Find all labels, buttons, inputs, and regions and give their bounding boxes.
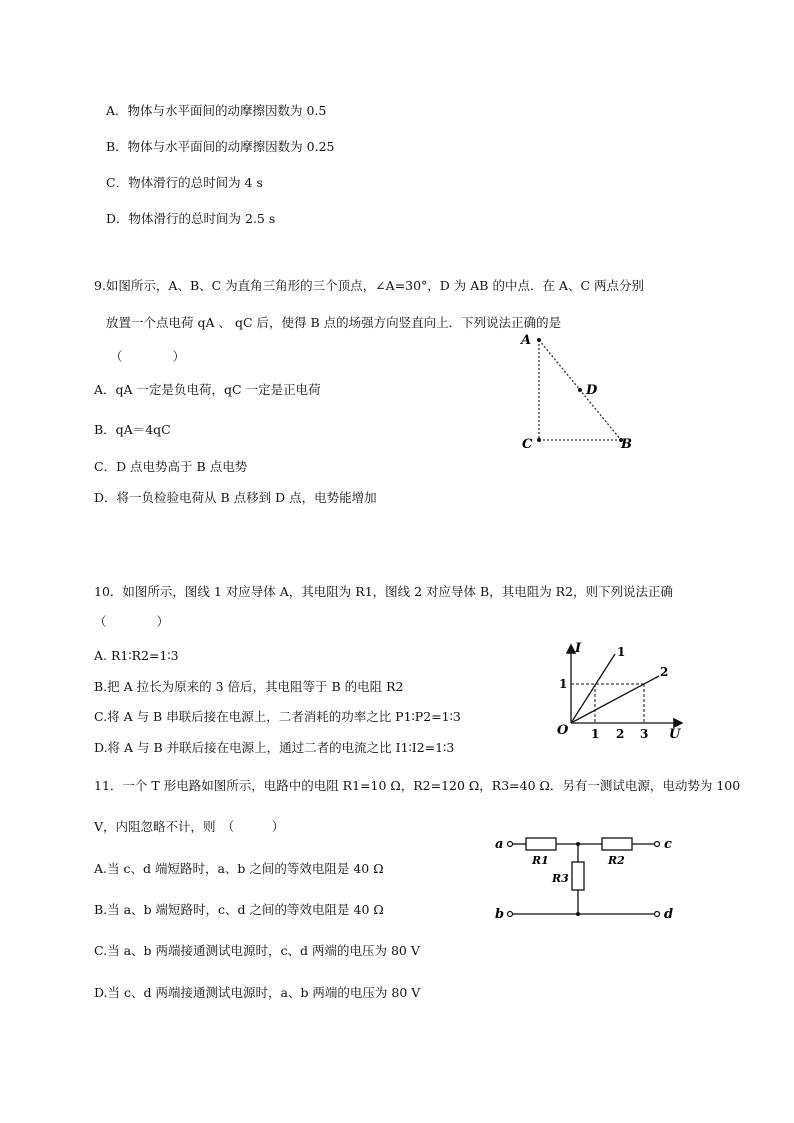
- resistor-label-r2: R2: [608, 854, 625, 867]
- q9-option-c: C．D 点电势高于 B 点电势: [94, 459, 248, 474]
- line-label-1: 1: [617, 645, 626, 659]
- vertex-label-c: C: [522, 437, 533, 452]
- terminal-label-b: b: [495, 907, 505, 922]
- q11-stem-line1: 11．一个 T 形电路如图所示，电路中的电阻 R1=10 Ω，R2=120 Ω，R3=40 Ω．另有一测试电源，电动势为 100: [94, 778, 741, 793]
- q9-option-b: B．qA＝4qC: [94, 422, 171, 437]
- graph-line-2: [571, 676, 659, 723]
- q8-option-c: C．物体滑行的总时间为 4 s: [106, 175, 263, 190]
- resistor-label-r3: R3: [552, 872, 569, 885]
- q10-iu-graph: [553, 638, 693, 763]
- tick-x-3: 3: [640, 727, 649, 741]
- q10-option-b: B.把 A 拉长为原来的 3 倍后，其电阻等于 B 的电阻 R2: [94, 679, 404, 694]
- terminal-c: [655, 842, 660, 847]
- q11-t-circuit: [490, 830, 690, 925]
- q11-option-c: C.当 a、b 两端接通测试电源时，c、d 两端的电压为 80 V: [94, 943, 420, 958]
- q11-option-a: A.当 c、d 端短路时，a、b 之间的等效电阻是 40 Ω: [94, 861, 384, 876]
- tick-x-1: 1: [591, 727, 600, 741]
- q10-answer-blank: （ ）: [94, 614, 170, 629]
- terminal-d: [655, 912, 660, 917]
- terminal-label-c: c: [664, 837, 672, 852]
- q9-option-d: D．将一负检验电荷从 B 点移到 D 点，电势能增加: [94, 490, 377, 505]
- terminal-b: [508, 912, 513, 917]
- q11-option-d: D.当 c、d 两端接通测试电源时，a、b 两端的电压为 80 V: [94, 985, 421, 1000]
- resistor-label-r1: R1: [532, 854, 549, 867]
- q8-option-d: D．物体滑行的总时间为 2.5 s: [106, 211, 276, 226]
- origin-label: O: [557, 723, 569, 738]
- q10-stem-line1: 10．如图所示，图线 1 对应导体 A，其电阻为 R1，图线 2 对应导体 B，其电阻为 R2，则下列说法正确: [94, 584, 674, 599]
- vertex-label-b: B: [621, 437, 632, 452]
- resistor-r2: [602, 838, 632, 850]
- q11-option-b: B.当 a、b 端短路时，c、d 之间的等效电阻是 40 Ω: [94, 902, 384, 917]
- vertex-label-a: A: [521, 333, 532, 348]
- q9-option-a: A．qA 一定是负电荷，qC 一定是正电荷: [94, 382, 321, 397]
- q8-option-b: B．物体与水平面间的动摩擦因数为 0.25: [106, 139, 335, 154]
- q11-stem-line2: V，内阻忽略不计，则 （ ）: [94, 819, 285, 834]
- terminal-a: [508, 842, 513, 847]
- axis-label-u: U: [669, 727, 681, 742]
- q9-triangle-figure: [515, 330, 645, 455]
- resistor-r3: [572, 862, 584, 890]
- terminal-label-a: a: [495, 837, 504, 852]
- q9-stem-line1: 9.如图所示，A、B、C 为直角三角形的三个顶点，∠A=30°，D 为 AB 的中点．在 A、C 两点分别: [94, 278, 645, 293]
- q9-answer-blank: （ ）: [110, 349, 186, 364]
- q10-option-d: D.将 A 与 B 并联后接在电源上，通过二者的电流之比 I1∶I2=1∶3: [94, 740, 455, 755]
- terminal-label-d: d: [664, 907, 674, 922]
- q10-option-c: C.将 A 与 B 串联后接在电源上，二者消耗的功率之比 P1∶P2=1∶3: [94, 709, 461, 724]
- tick-y-1: 1: [559, 677, 568, 691]
- axis-label-i: I: [575, 641, 582, 656]
- q9-stem-line2: 放置一个点电荷 qA 、 qC 后，使得 B 点的场强方向竖直向上．下列说法正确的是: [106, 315, 562, 330]
- graph-line-1: [571, 654, 615, 723]
- q8-option-a: A．物体与水平面间的动摩擦因数为 0.5: [106, 103, 327, 118]
- resistor-r1: [526, 838, 556, 850]
- q10-option-a: A. R1∶R2=1∶3: [94, 648, 179, 663]
- point-label-d: D: [586, 383, 598, 398]
- tick-x-2: 2: [616, 727, 625, 741]
- line-label-2: 2: [660, 665, 669, 679]
